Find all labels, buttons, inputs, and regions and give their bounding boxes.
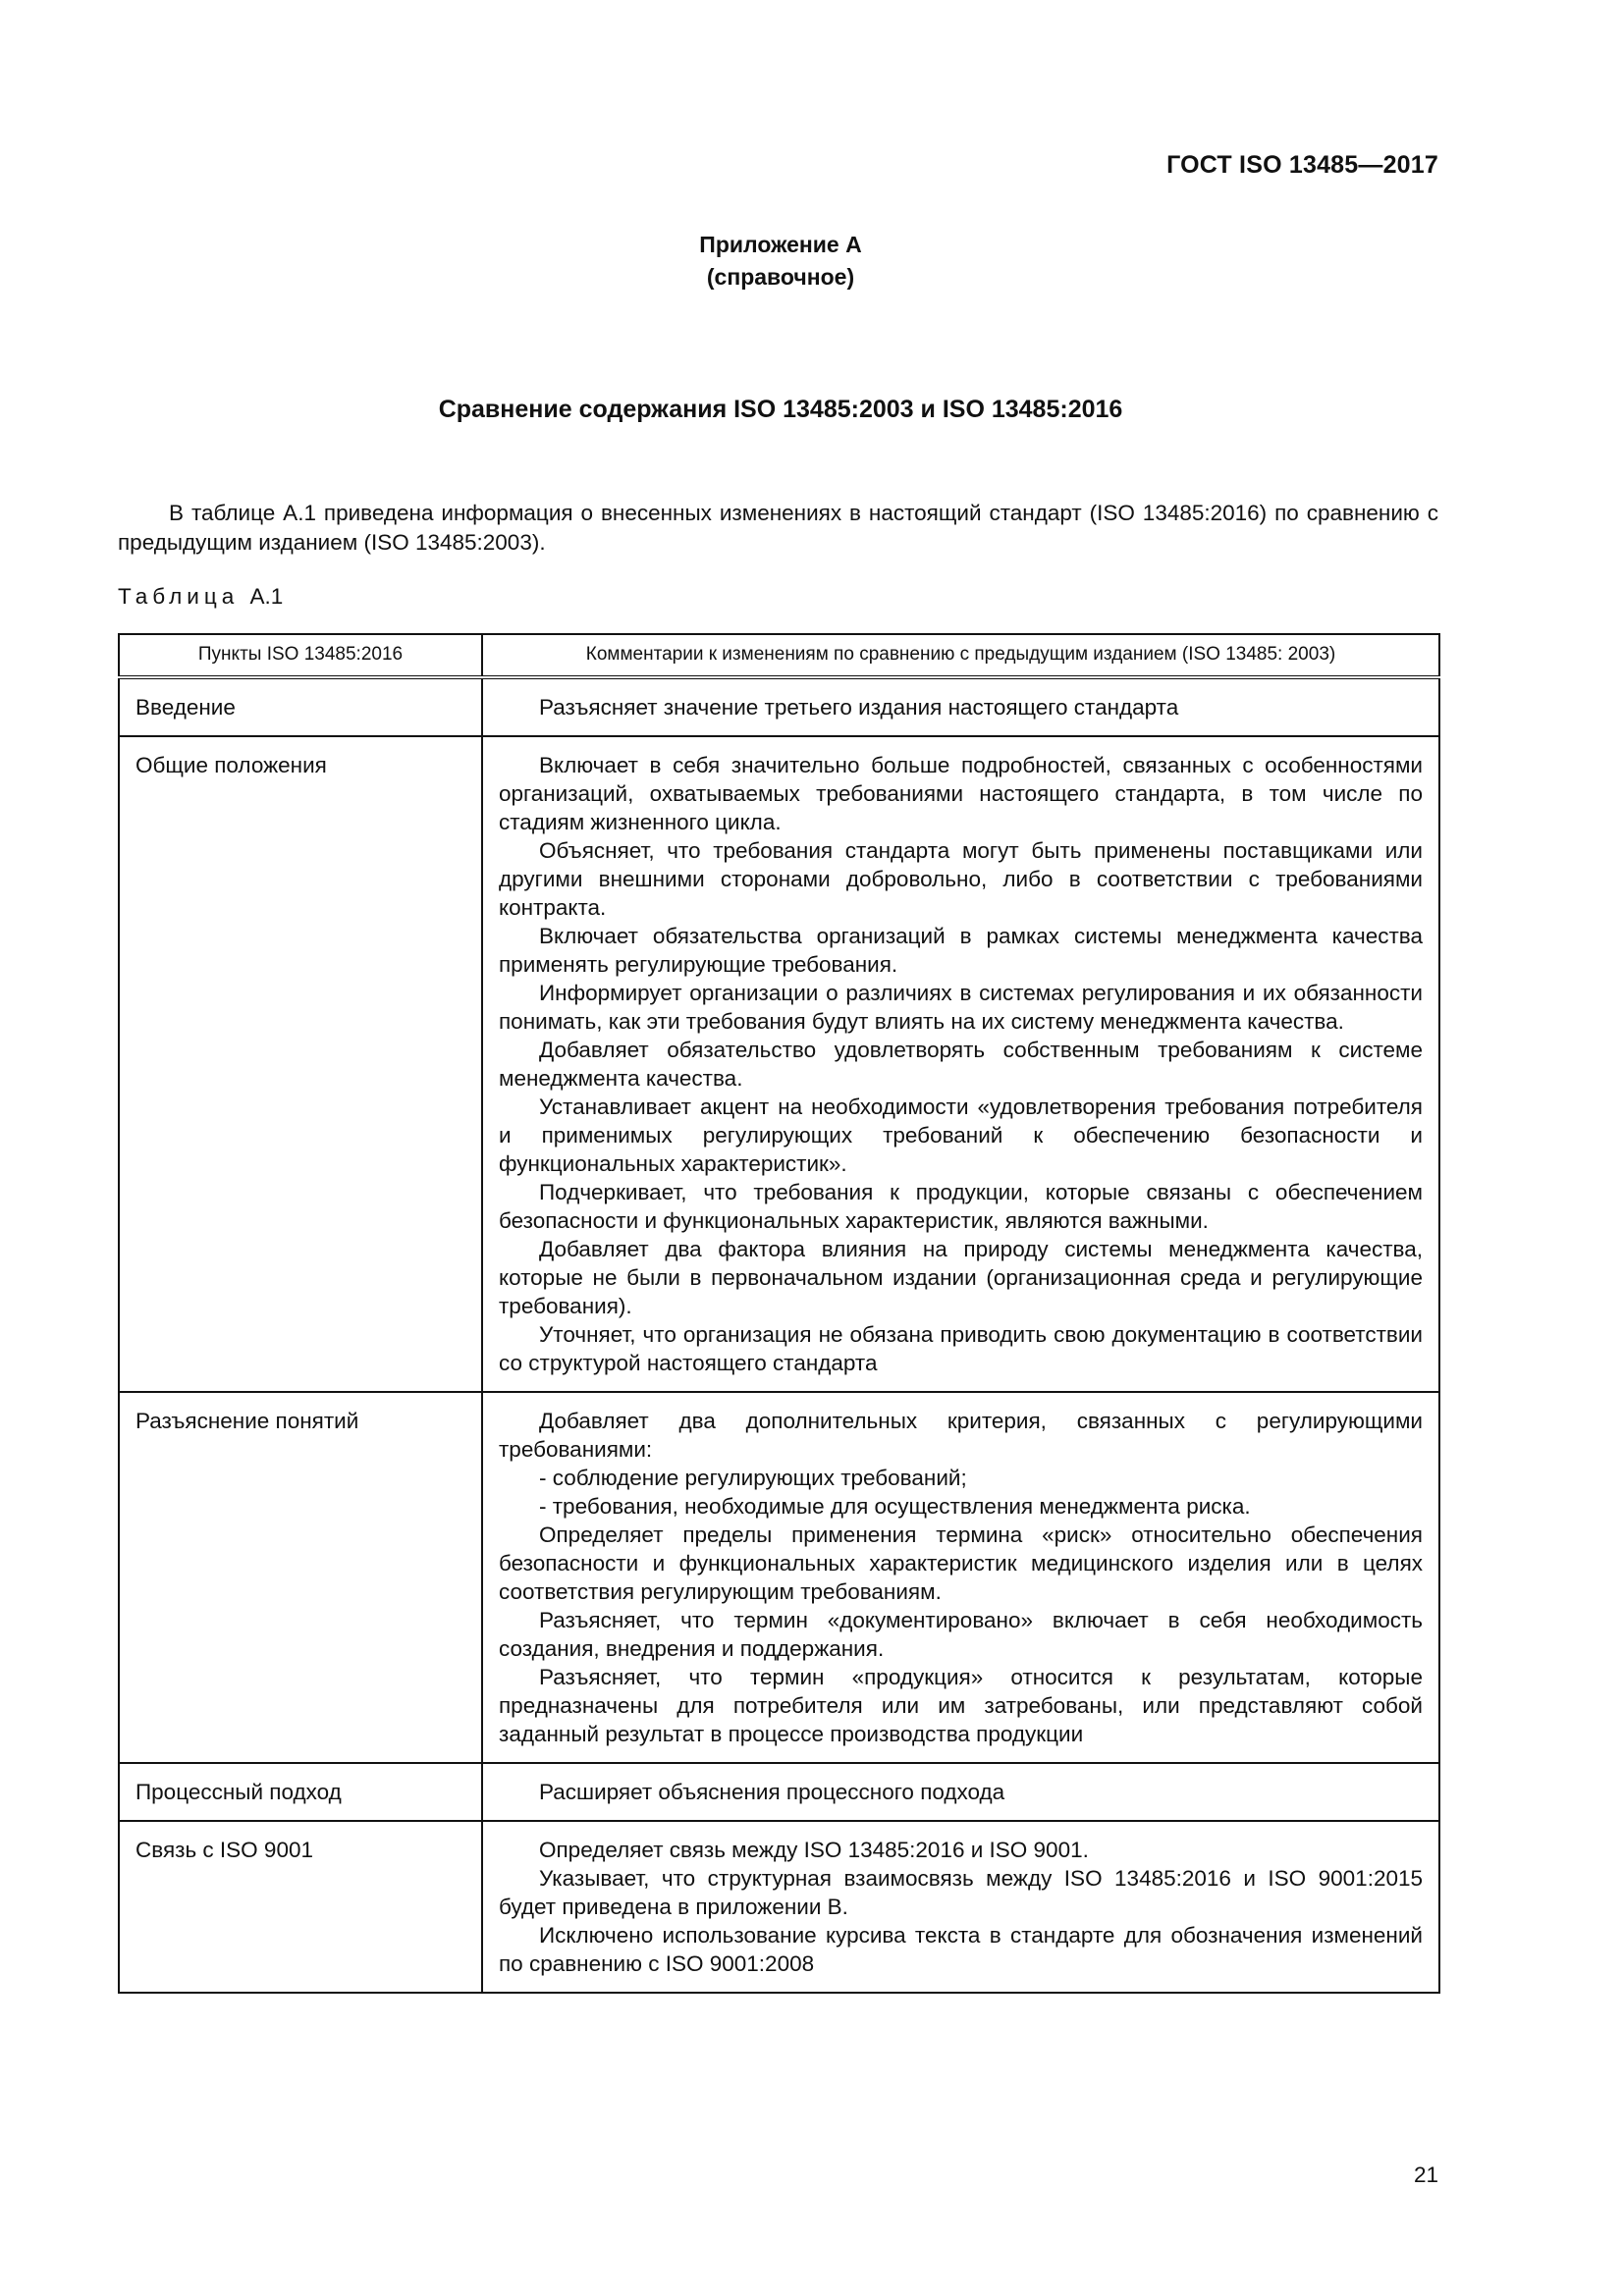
comment-paragraph: Информирует организации о различиях в системах регулирования и их обязанности понимать, как эти требования будут влиять на их систему менеджмента качества. [499, 981, 1423, 1034]
table-row [119, 1821, 1439, 1993]
page-number: 21 [1413, 2163, 1438, 2187]
comment-paragraph: Объясняет, что требования стандарта могут быть применены поставщиками или другими внешними сторонами добровольно, либо в соответствии с требованиями контракта. [499, 838, 1423, 920]
appendix-subtitle: (справочное) [706, 264, 855, 290]
table-row [119, 677, 1439, 736]
comment-paragraph: - требования, необходимые для осуществления менеджмента риска. [539, 1494, 1251, 1519]
table-caption-label: Таблица [118, 584, 240, 609]
header-comments: Комментарии к изменениям по сравнению с предыдущим изданием (ISO 13485: 2003) [482, 634, 1439, 677]
comment-paragraph: Определяет пределы применения термина «риск» относительно обеспечения безопасности и функциональных характеристик медицинского изделия или в целях соответствия регулирующим требованиям. [499, 1522, 1423, 1604]
comment-cell [482, 1392, 1439, 1763]
table-row [119, 1763, 1439, 1821]
comment-paragraph: Добавляет два фактора влияния на природу системы менеджмента качества, которые не были в первоначальном издании (организационная среда и регулирующие требования). [499, 1237, 1423, 1318]
comment-cell [482, 736, 1439, 1392]
table-caption [118, 584, 283, 610]
clause-cell: Введение [119, 677, 482, 736]
table-header-row [119, 634, 1439, 677]
comment-paragraph: Разъясняет, что термин «продукция» относится к результатам, которые предназначены для потребителя или им затребованы, или представляют собой заданный результат в процессе производства продукции [499, 1665, 1423, 1746]
comment-paragraph: Добавляет обязательство удовлетворять собственным требованиям к системе менеджмента качества. [499, 1038, 1423, 1091]
comment-paragraph: Включает в себя значительно больше подробностей, связанных с особенностями организаций, охватываемых требованиями настоящего стандарта, в том числе по стадиям жизненного цикла. [499, 753, 1423, 834]
clause-cell: Общие положения [119, 736, 482, 1392]
appendix-heading [0, 229, 1561, 294]
intro-paragraph: В таблице А.1 приведена информация о внесенных изменениях в настоящий стандарт (ISO 13485:2016) по сравнению с предыдущим изданием (ISO 13485:2003). [118, 500, 1438, 555]
comment-paragraph: Устанавливает акцент на необходимости «удовлетворения требования потребителя и применимых регулирующих требований к обеспечению безопасности и функциональных характеристик». [499, 1095, 1423, 1176]
comment-paragraph: - соблюдение регулирующих требований; [539, 1466, 967, 1490]
header-clauses: Пункты ISO 13485:2016 [119, 634, 482, 677]
standard-code: ГОСТ ISO 13485—2017 [1166, 151, 1438, 179]
comment-paragraph: Расширяет объяснения процессного подхода [539, 1780, 1005, 1804]
comment-paragraph: Включает обязательства организаций в рамках системы менеджмента качества применять регулирующие требования. [499, 924, 1423, 977]
table-row [119, 736, 1439, 1392]
comment-paragraph: Указывает, что структурная взаимосвязь между ISO 13485:2016 и ISO 9001:2015 будет приведена в приложении В. [499, 1866, 1423, 1919]
clause-cell: Связь с ISO 9001 [119, 1821, 482, 1993]
comment-paragraph: Добавляет два дополнительных критерия, связанных с регулирующими требованиями: [499, 1409, 1423, 1462]
table-row [119, 1392, 1439, 1763]
comment-paragraph: Разъясняет, что термин «документировано» включает в себя необходимость создания, внедрения и поддержания. [499, 1608, 1423, 1661]
comment-cell [482, 1763, 1439, 1821]
comment-paragraph: Определяет связь между ISO 13485:2016 и ISO 9001. [539, 1838, 1089, 1862]
table-caption-number: А.1 [249, 584, 284, 609]
comment-cell [482, 1821, 1439, 1993]
comment-cell [482, 677, 1439, 736]
comparison-table [118, 633, 1440, 1994]
comment-paragraph: Разъясняет значение третьего издания настоящего стандарта [539, 695, 1179, 720]
table-body [119, 677, 1439, 1993]
section-title: Сравнение содержания ISO 13485:2003 и ISO 13485:2016 [438, 396, 1123, 423]
appendix-title: Приложение А [699, 232, 862, 257]
clause-cell: Процессный подход [119, 1763, 482, 1821]
clause-cell: Разъяснение понятий [119, 1392, 482, 1763]
comment-paragraph: Исключено использование курсива текста в стандарте для обозначения изменений по сравнению с ISO 9001:2008 [499, 1923, 1423, 1976]
comment-paragraph: Подчеркивает, что требования к продукции, которые связаны с обеспечением безопасности и функциональных характеристик, являются важными. [499, 1180, 1423, 1233]
comment-paragraph: Уточняет, что организация не обязана приводить свою документацию в соответствии со структурой настоящего стандарта [499, 1322, 1423, 1375]
